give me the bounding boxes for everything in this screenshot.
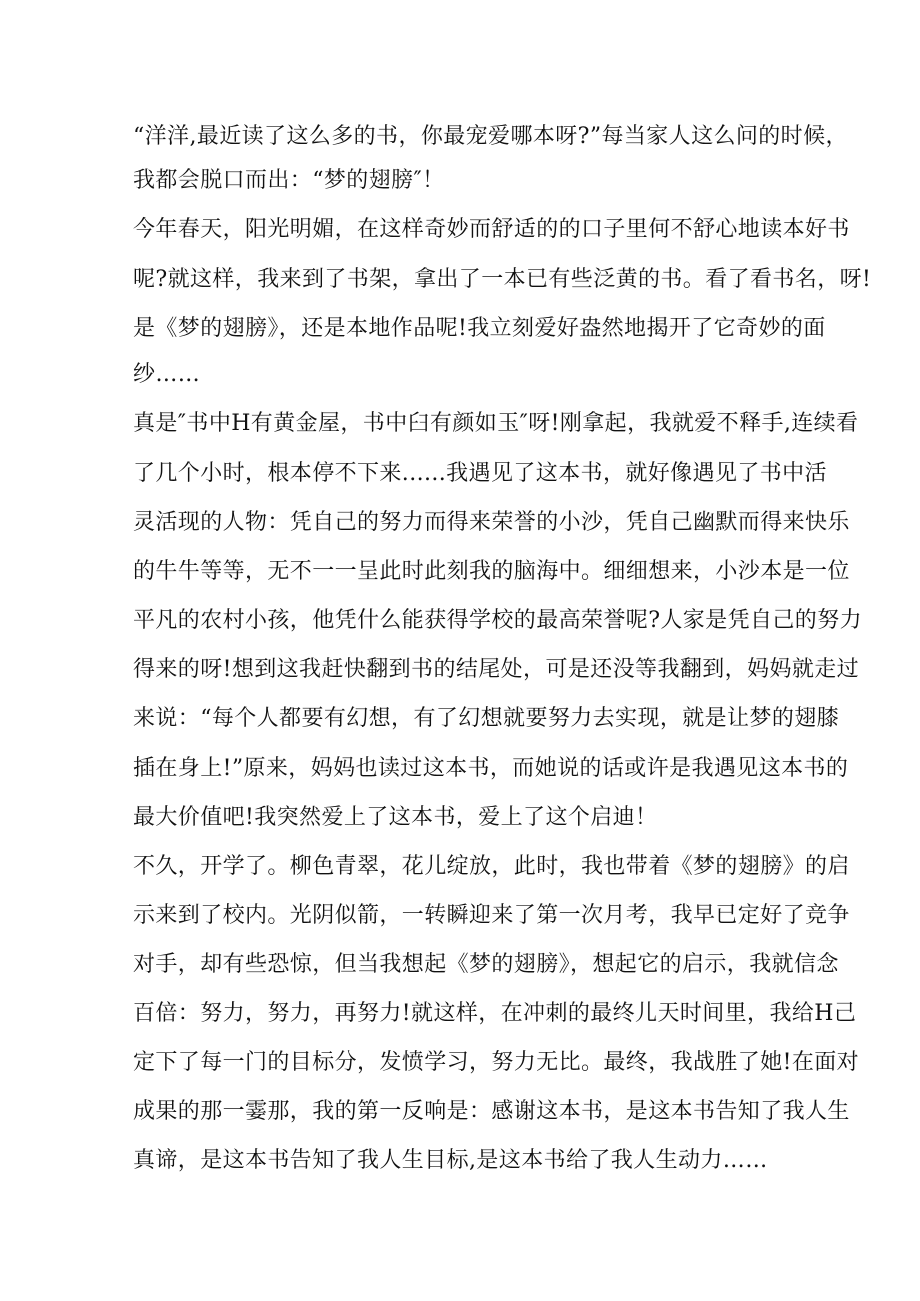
text-line: 真谛，是这本书告知了我人生目标,是这本书给了我人生动力…… <box>133 1148 768 1173</box>
text-line: 得来的呀!想到这我赶快翻到书的结尾处，可是还没等我翻到，妈妈就走过 <box>133 657 860 682</box>
text-line: 百倍：努力，努力，再努力!就这样，在冲刺的最终儿天时间里，我给H己 <box>133 1001 857 1026</box>
text-line: 插在身上!”原来，妈妈也读过这本书，而她说的话或许是我遇见这本书的 <box>133 756 849 781</box>
text-line: 定下了每一门的目标分，发愤学习，努力无比。最终，我战胜了她!在面对 <box>133 1050 860 1075</box>
text-line: 来说：“每个人都要有幻想，有了幻想就要努力去实现，就是让梦的翅膝 <box>133 706 840 731</box>
text-line: 不久，开学了。柳色青翠，花儿绽放，此时，我也带着《梦的翅膀》的启 <box>133 854 850 879</box>
text-line: 我都会脱口而出：“梦的翅膀″！ <box>133 168 445 193</box>
text-line: 今年春天，阳光明媚，在这样奇妙而舒适的的口子里何不舒心地读本好书 <box>133 217 850 242</box>
text-line: 纱…… <box>133 362 201 387</box>
text-line: 的牛牛等等，无不一一呈此时此刻我的脑海中。细细想来，小沙本是一位 <box>133 559 850 584</box>
text-line: 示来到了校内。光阴似箭，一转瞬迎来了第一次月考，我早已定好了竞争 <box>133 903 850 928</box>
text-line: 成果的那一霎那，我的第一反响是：感谢这本书，是这本书告知了我人生 <box>133 1099 850 1124</box>
text-line: 最大价值吧!我突然爱上了这本书，爱上了这个启迪！ <box>133 805 658 830</box>
text-line: 是《梦的翅膀》，还是本地作品呢!我立刻爱好盎然地揭开了它奇妙的面 <box>133 316 826 341</box>
text-line: 对手，却有些恐惊，但当我想起《梦的翅膀》，想起它的启示，我就信念 <box>133 952 839 977</box>
text-line: 真是″书中H有黄金屋，书中臼有颜如玉″呀!刚拿起，我就爱不释手,连续看 <box>133 411 859 436</box>
text-line: 了几个小时，根本停不下来......我遇见了这本书，就好像遇见了书中活 <box>133 461 827 486</box>
text-line: “洋洋,最近读了这么多的书，你最宠爱哪本呀?”每当家人这么问的时候， <box>133 124 848 149</box>
text-line: 灵活现的人物：凭自己的努力而得来荣誉的小沙，凭自己幽默而得来快乐 <box>133 510 850 535</box>
text-line: 呢?就这样，我来到了书架，拿出了一本已有些泛黄的书。看了看书名，呀! <box>133 267 872 292</box>
text-line: 平凡的农村小孩，他凭什么能获得学校的最高荣誉呢?人家是凭自己的努力 <box>133 608 862 633</box>
